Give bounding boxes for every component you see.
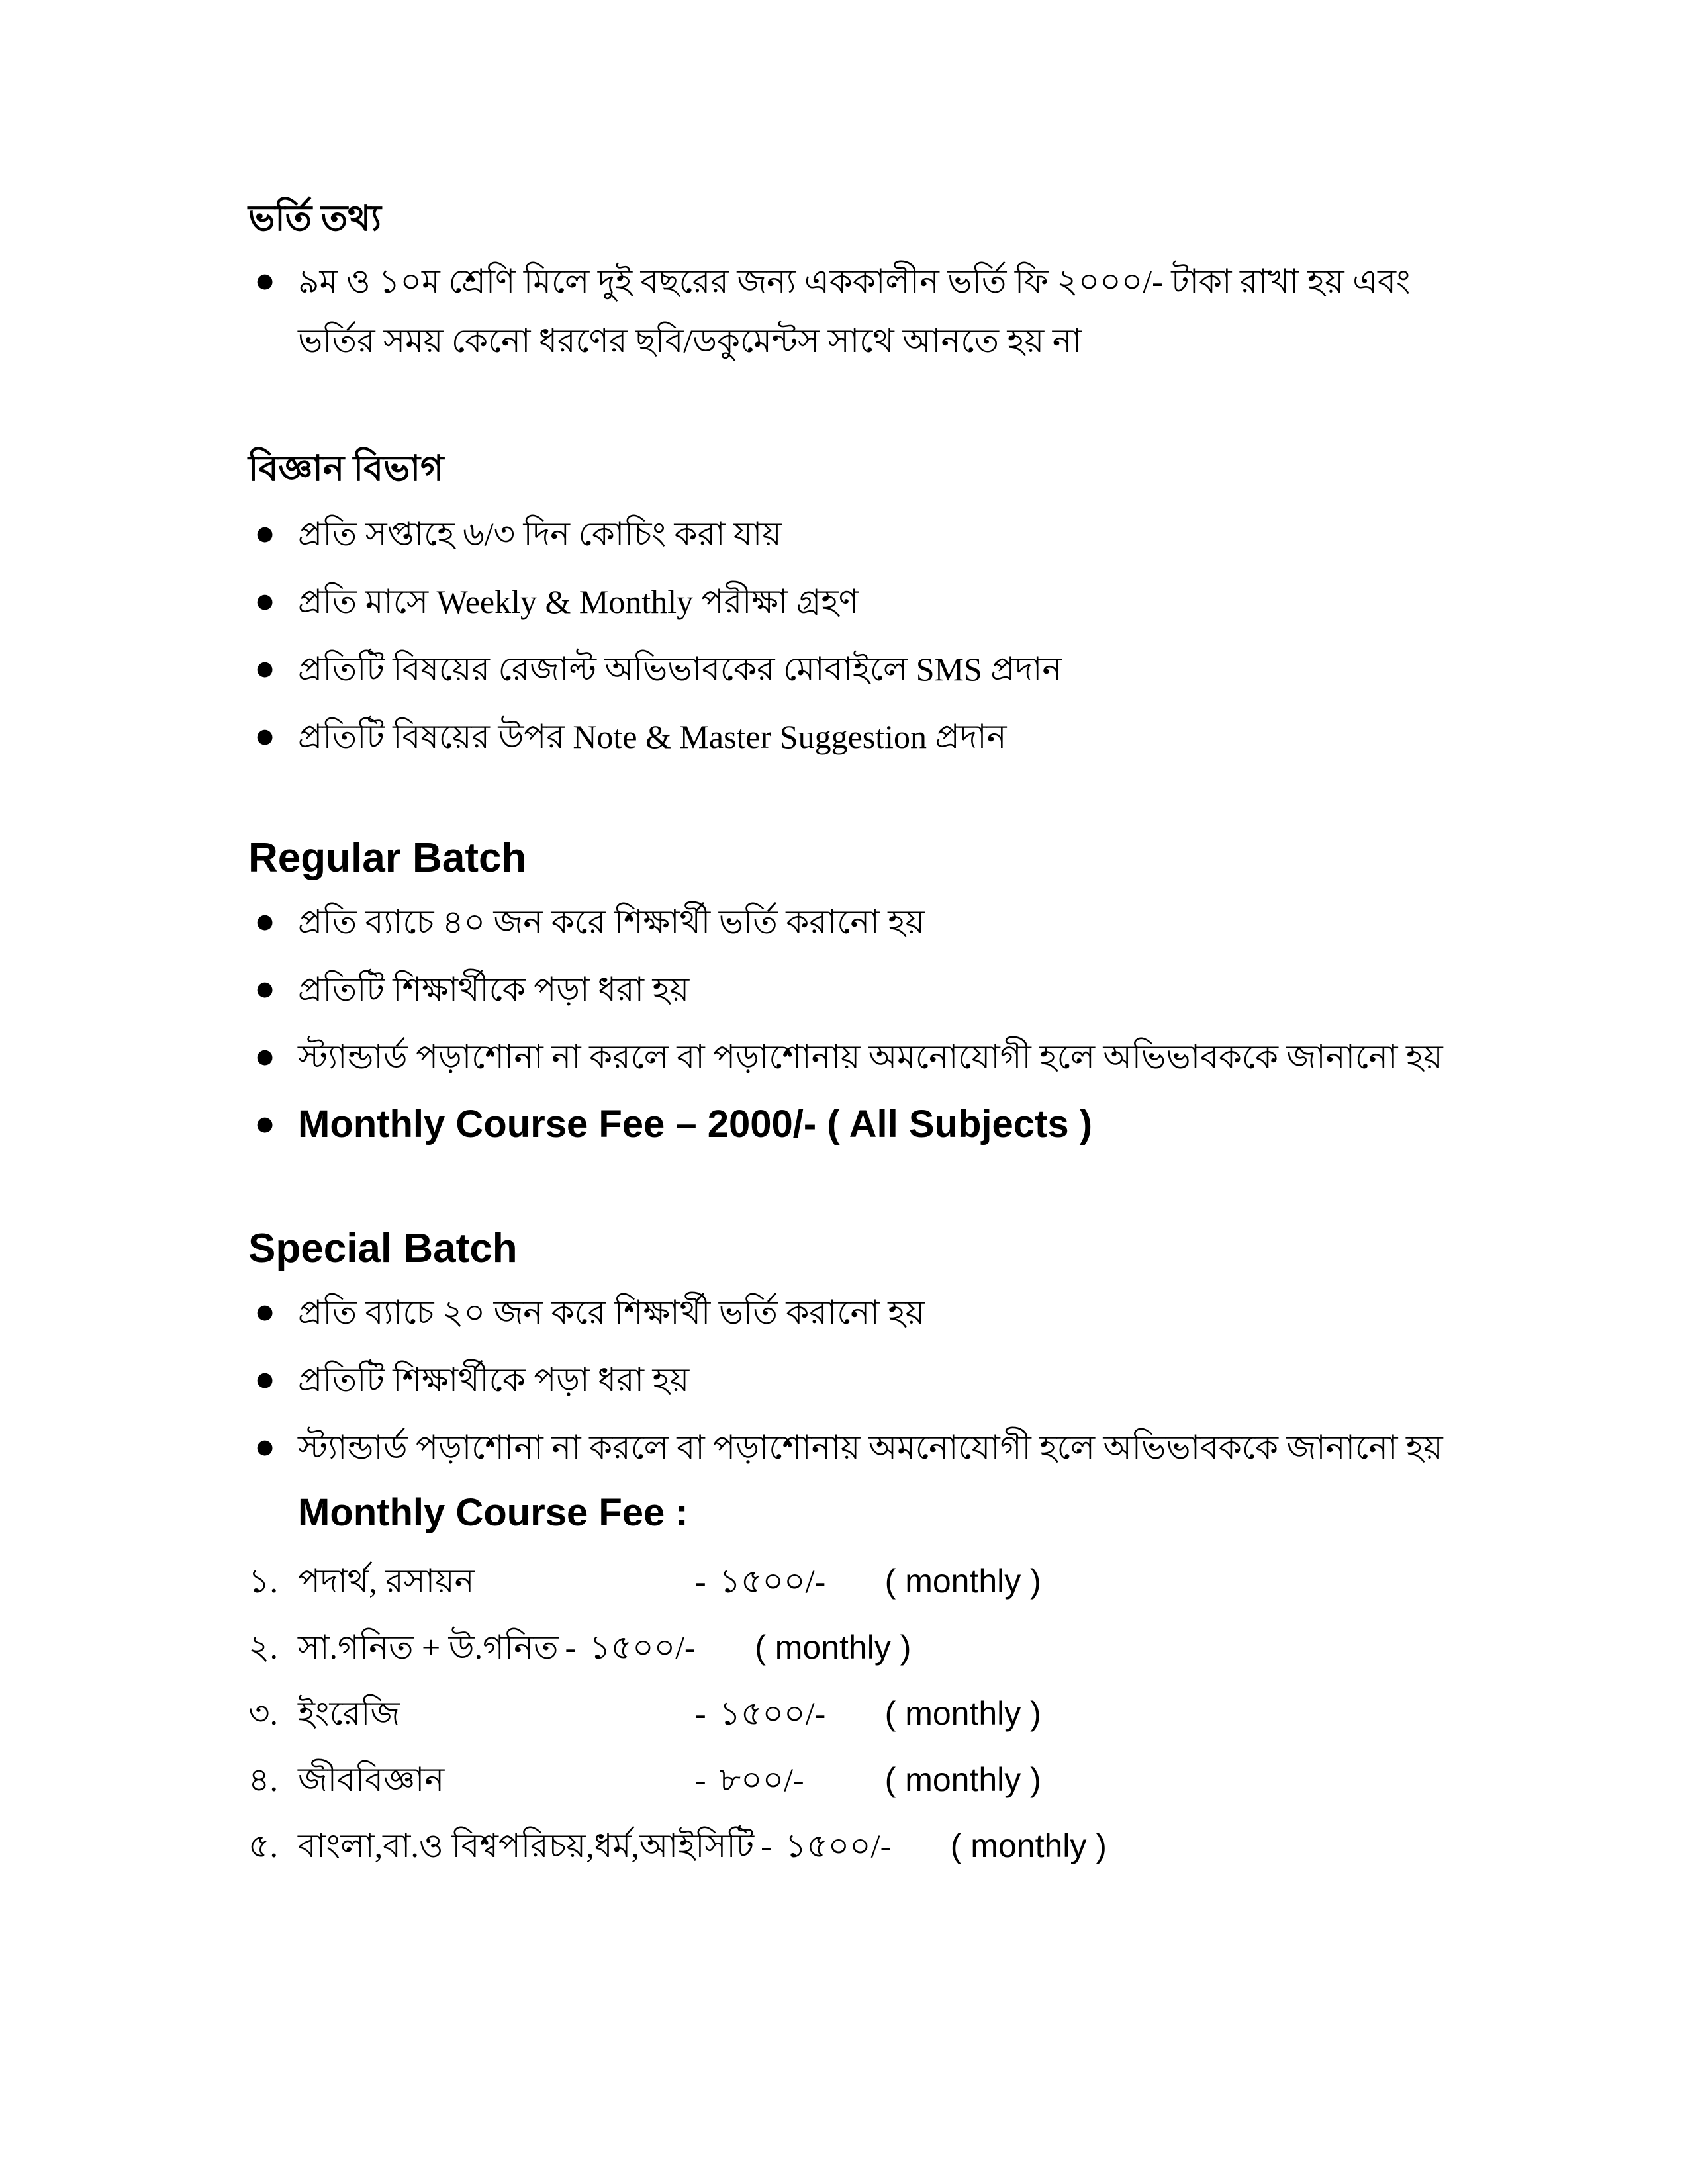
list-item — [248, 572, 1476, 631]
list-item — [248, 707, 1476, 766]
section-heading-regular-batch: Regular Batch — [248, 835, 527, 881]
list-item-text: স্ট্যান্ডার্ড পড়াশোনা না করলে বা পড়াশোনায় অমনোযোগী হলে অভিভাবককে জানানো হয় — [298, 1038, 1443, 1075]
section-heading-science-dept: বিজ্ঞান বিভাগ — [248, 449, 444, 488]
fee-row — [248, 1816, 1476, 1876]
list-item-text: প্রতিটি বিষয়ের উপর Note & Master Suggestion প্রদান — [298, 718, 1007, 755]
section-heading-special-batch: Special Batch — [248, 1226, 518, 1271]
section-heading-admission-info: ভর্তি তথ্য — [248, 199, 381, 238]
fee-row-note: ( monthly ) — [884, 1761, 1041, 1798]
fee-row-price: ১৫০০/- — [719, 1695, 826, 1732]
list-item — [248, 1027, 1476, 1087]
fee-row-dash: - — [695, 1695, 706, 1732]
list-item-text: প্রতিটি শিক্ষার্থীকে পড়া ধরা হয় — [298, 1361, 690, 1398]
fee-row-number: ৪. — [248, 1761, 278, 1798]
fee-row-note: ( monthly ) — [755, 1629, 912, 1666]
fee-row-note: ( monthly ) — [950, 1827, 1107, 1864]
list-item — [248, 639, 1476, 699]
list-item — [248, 251, 1476, 371]
fee-row-price: ৮০০/- — [719, 1761, 804, 1798]
list-item-text: প্রতি সপ্তাহে ৬/৩ দিন কোচিং করা যায় — [298, 516, 782, 553]
fee-row-price: ১৫০০/- — [589, 1629, 696, 1666]
bullet-icon: ● — [256, 1435, 274, 1459]
list-item-monthly-fee-regular — [248, 1095, 1476, 1154]
subheading-monthly-course-fee: Monthly Course Fee : — [298, 1491, 688, 1534]
list-item — [248, 1350, 1476, 1410]
fee-row-price: ১৫০০/- — [784, 1827, 892, 1864]
list-item — [248, 960, 1476, 1019]
admission-info-list — [248, 251, 1476, 371]
fee-row — [248, 1617, 1476, 1677]
fee-row-dash: - — [695, 1761, 706, 1798]
bullet-icon: ● — [256, 910, 274, 933]
fee-row-dash: - — [565, 1629, 577, 1666]
bullet-icon: ● — [256, 590, 274, 613]
list-item-text: প্রতিটি বিষয়ের রেজাল্ট অভিভাবকের মোবাইলে SMS প্রদান — [298, 651, 1062, 688]
regular-batch-list — [248, 892, 1476, 1154]
list-item-text: প্রতি ব্যাচে ৪০ জন করে শিক্ষার্থী ভর্তি করানো হয় — [298, 903, 925, 940]
fee-row-subject: পদার্থ, রসায়ন — [298, 1563, 475, 1600]
fee-row — [248, 1551, 1476, 1611]
bullet-icon: ● — [256, 725, 274, 748]
list-item — [248, 1283, 1476, 1342]
science-dept-list — [248, 504, 1476, 766]
list-item — [248, 1418, 1476, 1477]
bullet-icon: ● — [256, 1300, 274, 1324]
bullet-icon: ● — [256, 1368, 274, 1391]
bullet-icon: ● — [256, 978, 274, 1001]
list-item-line: ভর্তির সময় কেনো ধরণের ছবি/ডকুমেন্টস সাথে আনতে হয় না — [298, 322, 1082, 359]
fee-row-subject: ইংরেজি — [298, 1695, 400, 1732]
list-item-text — [298, 251, 1476, 371]
fee-row-subject: জীববিজ্ঞান — [298, 1761, 445, 1798]
list-item-line: ৯ম ও ১০ম শ্রেণি মিলে দুই বছরের জন্য এককালীন ভর্তি ফি ২০০০/- টাকা রাখা হয় এবং — [298, 263, 1411, 300]
fee-row-dash: - — [695, 1563, 706, 1600]
fee-row-price: ১৫০০/- — [719, 1563, 826, 1600]
list-item — [248, 892, 1476, 952]
bullet-icon: ● — [256, 1045, 274, 1068]
fee-list — [248, 1551, 1476, 1876]
fee-row-number: ৫. — [248, 1827, 278, 1864]
fee-row-note: ( monthly ) — [884, 1563, 1041, 1600]
fee-row-dash: - — [761, 1827, 772, 1864]
fee-row-note: ( monthly ) — [884, 1695, 1041, 1732]
bullet-icon: ● — [256, 269, 274, 293]
fee-row-number: ২. — [248, 1629, 279, 1666]
list-item — [248, 504, 1476, 564]
special-batch-list — [248, 1283, 1476, 1477]
list-item-text: স্ট্যান্ডার্ড পড়াশোনা না করলে বা পড়াশোনায় অমনোযোগী হলে অভিভাবককে জানানো হয় — [298, 1429, 1443, 1466]
list-item-text: প্রতি ব্যাচে ২০ জন করে শিক্ষার্থী ভর্তি করানো হয় — [298, 1294, 925, 1331]
list-item-text: Monthly Course Fee – 2000/- ( All Subjects ) — [298, 1103, 1093, 1146]
bullet-icon: ● — [256, 1113, 274, 1136]
fee-row-subject: সা.গনিত + উ.গনিত — [298, 1629, 559, 1666]
fee-row-number: ১. — [248, 1563, 278, 1600]
list-item-text: প্রতি মাসে Weekly & Monthly পরীক্ষা গ্রহণ — [298, 583, 859, 620]
list-item-text: প্রতিটি শিক্ষার্থীকে পড়া ধরা হয় — [298, 971, 690, 1008]
bullet-icon: ● — [256, 522, 274, 545]
fee-row — [248, 1684, 1476, 1743]
fee-row-number: ৩. — [248, 1695, 279, 1732]
bullet-icon: ● — [256, 657, 274, 680]
fee-row — [248, 1750, 1476, 1809]
fee-row-subject: বাংলা,বা.ও বিশ্বপরিচয়,ধর্ম,আইসিটি — [298, 1827, 755, 1864]
